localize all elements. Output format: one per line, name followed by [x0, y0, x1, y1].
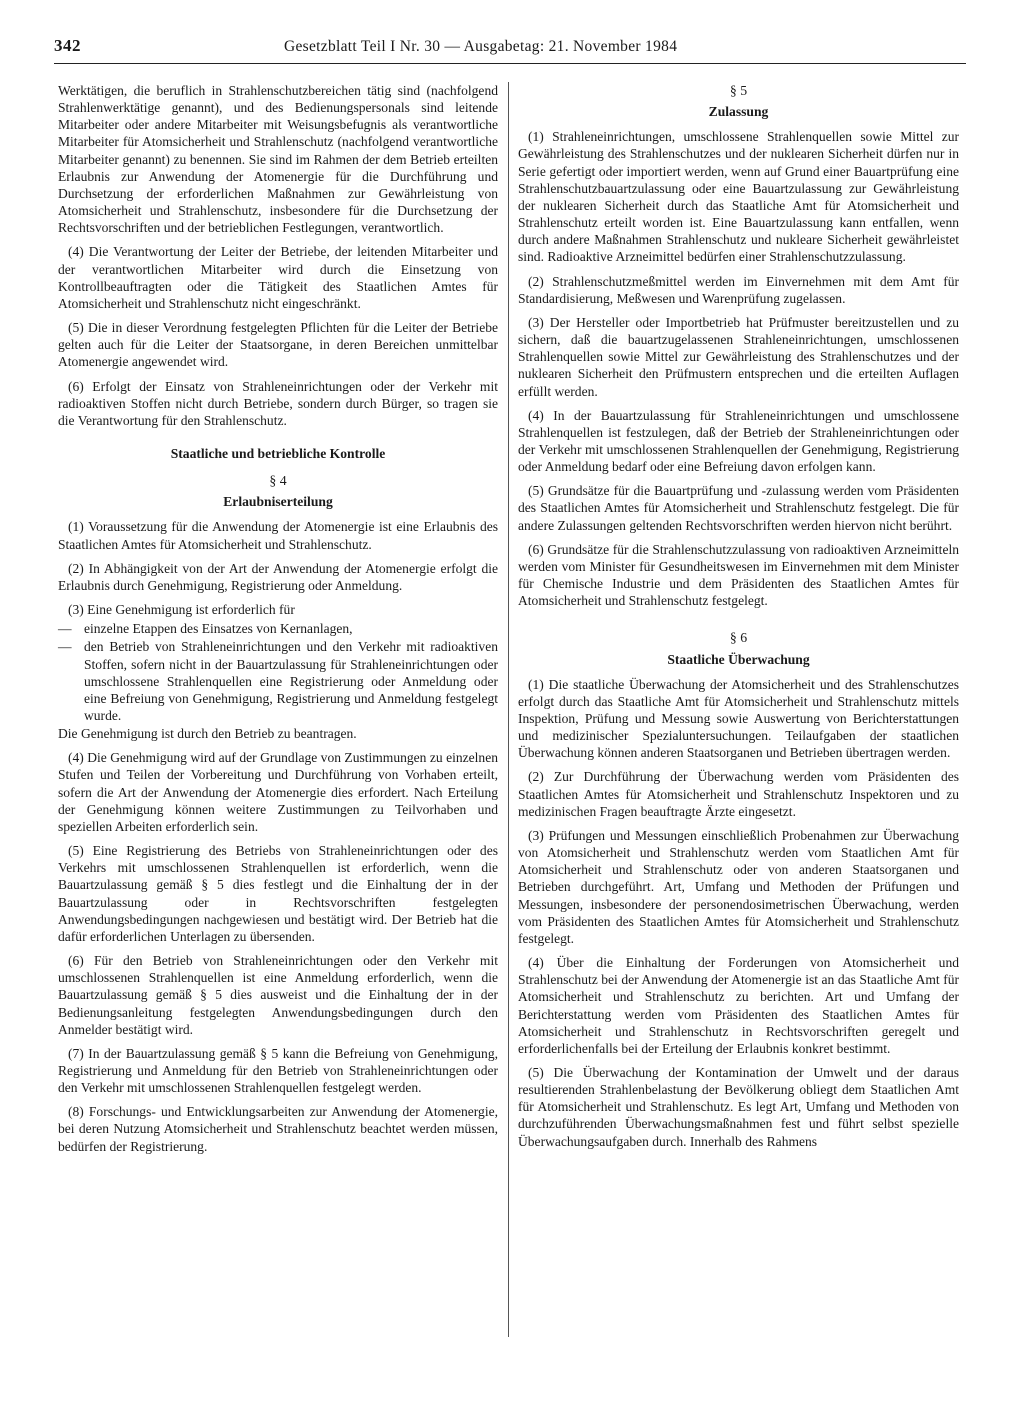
- s4-paragraph-4: (4) Die Genehmigung wird auf der Grundlage von Zustimmungen zu einzelnen Stufen und Teilen der Vorbereitung und Durchführung von Vorhaben erteilt, sofern die Art der Anwendung der Atomenergie dies erfordert. Nach Erteilung der Genehmigung können weitere Zustimmungen zu Teilvorhaben und speziellen Arbeiten erforderlich sein.: [58, 750, 498, 834]
- running-title: Gesetzblatt Teil I Nr. 30 — Ausgabetag: 21. November 1984: [284, 38, 678, 55]
- paragraph-4: (4) Die Verantwortung der Leiter der Betriebe, der leitenden Mitarbeiter und der verantwortlichen Mitarbeiter wird durch die Einsetzung von Kontrollbeauftragten oder die Tätigkeit des Staatlichen Amtes für Atomsicherheit und Strahlenschutz nicht eingeschränkt.: [58, 244, 498, 311]
- dash-marker: —: [58, 639, 72, 655]
- s5-paragraph-1: (1) Strahleneinrichtungen, umschlossene Strahlenquellen sowie Mittel zur Gewährleistung des Strahlenschutzes und der nuklearen Sicherheit dürfen nur in Serie gefertigt oder importiert werden, wenn auf Grund einer Bauartprüfung eine Strahlenschutzbauartzulassung oder eine Bauartzulassung zur Gewährleistung der nuklearen Sicherheit durch das Staatliche Amt für Atomsicherheit und Strahlenschutz erteilt worden ist. Eine Bauartzulassung kann entfallen, wenn durch andere Maßnahmen Strahlenschutz und nukleare Sicherheit gewährleistet sind. Radioaktive Arzneimittel bedürfen einer Strahlenschutzzulassung.: [518, 129, 959, 265]
- list-item-text: einzelne Etappen des Einsatzes von Kernanlagen,: [84, 621, 353, 637]
- s4-paragraph-3-tail: Die Genehmigung ist durch den Betrieb zu beantragen.: [58, 726, 357, 742]
- s5-paragraph-3: (3) Der Hersteller oder Importbetrieb hat Prüfmuster bereitzustellen und zu sichern, daß die bauartzugelassenen Strahleneinrichtungen, umschlossenen Strahlenquellen sowie Mittel zur Gewährleistung des Strahlenschutzes und der nuklearen Sicherheit den Prüfmustern entsprechen und die erteilten Auflagen erfüllt werden.: [518, 314, 959, 399]
- s4-paragraph-5: (5) Eine Registrierung des Betriebs von Strahleneinrichtungen oder des Verkehrs mit umschlossenen Strahlenquellen ist erforderlich, wenn die Bauartzulassung gemäß § 5 dies festlegt und die Einhaltung der in der Bauartzulassung oder in Rechtsvorschriften festgelegten Anwendungsbedingungen nachgewiesen und bestätigt wird. Der Betrieb hat die dafür erforderlichen Unterlagen zu übersenden.: [58, 843, 498, 944]
- s6-paragraph-1: (1) Die staatliche Überwachung der Atomsicherheit und des Strahlenschutzes erfolgt durch das Staatliche Amt für Atomsicherheit und Strahlenschutz mittels Inspektion, Prüfung und Messung sowie Auswertung von Berichterstattungen und medizinischer Spezialuntersuchungen. Teilaufgaben der staatlichen Überwachung können anderen Staatsorganen und Betrieben übertragen werden.: [518, 676, 959, 761]
- s4-paragraph-6: (6) Für den Betrieb von Strahleneinrichtungen oder den Verkehr mit umschlossenen Strahlenquellen ist eine Anmeldung erforderlich, wenn die Bauartzulassung gemäß § 5 dies ausweist und die Einhaltung der in der Bedienungsanleitung festgelegten Anwendungsbedingungen durch den Anmelder bestätigt wird.: [58, 953, 498, 1037]
- s4-paragraph-7: (7) In der Bauartzulassung gemäß § 5 kann die Befreiung von Genehmigung, Registrierung und Anmeldung für den Betrieb von Strahleneinrichtungen oder den Verkehr mit umschlossenen Strahlenquellen festgelegt werden.: [58, 1045, 498, 1096]
- right-column: [518, 82, 959, 1157]
- header-rule: [54, 63, 966, 64]
- list-item: [58, 638, 498, 724]
- s4-paragraph-1: (1) Voraussetzung für die Anwendung der Atomenergie ist eine Erlaubnis des Staatlichen Amtes für Atomsicherheit und Strahlenschutz.: [58, 519, 498, 552]
- paragraph-5: (5) Die in dieser Verordnung festgelegten Pflichten für die Leiter der Betriebe gelten auch für die Leiter der Staatsorgane, in deren Bereichen unmittelbar Atomenergie angewendet wird.: [58, 320, 498, 370]
- s5-paragraph-4: (4) In der Bauartzulassung für Strahleneinrichtungen und umschlossene Strahlenquellen ist festzulegen, daß der Betrieb der Strahleneinrichtungen oder der Verkehr mit umschlossenen Strahlenquellen der Genehmigung, Registrierung oder Anmeldung bedarf oder eine Befreiung davon erfolgen kann.: [518, 407, 959, 475]
- section-heading: Staatliche und betriebliche Kontrolle: [170, 445, 386, 461]
- list-item: [58, 620, 498, 637]
- s6-paragraph-3: (3) Prüfungen und Messungen einschließlich Probenahmen zur Überwachung von Atomsicherheit und Strahlenschutz werden vom Staatlichen Amt für Atomsicherheit und Strahlenschutz oder von anderen Staatsorganen und Betrieben durchgeführt. Art, Umfang und Methoden der Prüfungen und Messungen, insbesondere der personendosimetrischen Überwachung, werden vom Präsidenten des Staatlichen Amtes für Atomsicherheit und Strahlenschutz festgelegt.: [518, 827, 959, 946]
- column-divider: [508, 82, 509, 1337]
- s5-paragraph-5: (5) Grundsätze für die Bauartprüfung und -zulassung werden vom Präsidenten des Staatlichen Amtes für Atomsicherheit und Strahlenschutz festgelegt. Die für andere Zulassungen geltenden Rechtsvorschriften werden hiervon nicht berührt.: [518, 483, 959, 533]
- page-header: [54, 36, 964, 62]
- s4-paragraph-2: (2) In Abhängigkeit von der Art der Anwendung der Atomenergie erfolgt die Erlaubnis durch Genehmigung, Registrierung oder Anmeldung.: [58, 560, 498, 593]
- section-4-title: Erlaubniserteilung: [223, 494, 333, 510]
- section-4-number: § 4: [269, 473, 287, 489]
- s6-paragraph-2: (2) Zur Durchführung der Überwachung werden vom Präsidenten des Staatlichen Amtes für Atomsicherheit und Strahlenschutz Inspektoren und zu medizinischen Fragen beauftragte Ärzte eingesetzt.: [518, 769, 959, 819]
- section-5-title: Zulassung: [708, 104, 769, 120]
- s6-paragraph-5: (5) Die Überwachung der Kontamination der Umwelt und der daraus resultierenden Strahlenbelastung der Bevölkerung obliegt dem Staatlichen Amt für Atomsicherheit und Strahlenschutz. Es legt Art, Umfang und Methoden von durchzuführenden Überwachungsmaßnahmen fest und führt selbst spezielle Überwachungsaufgaben durch. Innerhalb des Rahmens: [518, 1064, 959, 1149]
- continued-paragraph: Werktätigen, die beruflich in Strahlenschutzbereichen tätig sind (nachfolgend Strahlenwerktätige genannt), und des Bedienungspersonals sind leitende Mitarbeiter oder andere Mitarbeiter mit Weisungsbefugnis als verantwortliche Mitarbeiter für Atomsicherheit und Strahlenschutz (nachfolgend verantwortliche Mitarbeiter genannt) zu benennen. Sie sind im Rahmen der dem Betrieb erteilten Erlaubnis zur Anwendung der Atomenergie für die Durchführung und Durchsetzung der erforderlichen Maßnahmen zur Gewährleistung von Atomsicherheit und Strahlenschutz, insbesondere für die Durchsetzung der Rechtsvorschriften und der betrieblichen Festlegungen, verantwortlich.: [58, 83, 498, 236]
- paragraph-6: (6) Erfolgt der Einsatz von Strahleneinrichtungen oder der Verkehr mit radioaktiven Stoffen nicht durch Betriebe, sondern durch Bürger, so tragen sie die Verantwortung für den Strahlenschutz.: [58, 378, 498, 428]
- section-6-title: Staatliche Überwachung: [667, 651, 810, 667]
- s5-paragraph-6: (6) Grundsätze für die Strahlenschutzzulassung von radioaktiven Arzneimitteln werden vom Minister für Gesundheitswesen im Einvernehmen mit dem Minister für Chemische Industrie und dem Präsidenten des Staatlichen Amtes für Atomsicherheit und Strahlenschutz festgelegt.: [518, 541, 959, 609]
- s4-paragraph-8: (8) Forschungs- und Entwicklungsarbeiten zur Anwendung der Atomenergie, bei deren Nutzung Atomsicherheit und Strahlenschutz beachtet werden müssen, bedürfen der Registrierung.: [58, 1104, 498, 1154]
- section-5-number: § 5: [729, 83, 748, 98]
- s6-paragraph-4: (4) Über die Einhaltung der Forderungen von Atomsicherheit und Strahlenschutz bei der Anwendung der Atomenergie ist an das Staatliche Amt für Atomsicherheit und Strahlenschutz zu berichten. Art und Umfang der Berichterstattung werden vom Präsidenten des Staatlichen Amtes für Atomsicherheit und Strahlenschutz in Rechtsvorschriften geregelt und erforderlichenfalls bei der Erteilung der Erlaubnis konkret bestimmt.: [518, 955, 959, 1056]
- page-number: 342: [54, 36, 81, 55]
- left-column: [58, 82, 498, 1162]
- s5-paragraph-2: (2) Strahlenschutzmeßmittel werden im Einvernehmen mit dem Amt für Standardisierung, Meßwesen und Warenprüfung zugelassen.: [518, 273, 959, 306]
- dash-marker: —: [58, 621, 72, 637]
- s4-paragraph-3: (3) Eine Genehmigung ist erforderlich für: [68, 602, 295, 618]
- list-item-text: den Betrieb von Strahleneinrichtungen und den Verkehr mit radioaktiven Stoffen, sofern nicht in der Bauartzulassung für Strahleneinrichtungen oder umschlossene Strahlenquellen eine Registrierung oder Anmeldung oder eine Befreiung von Genehmigung, Registrierung und Anmeldung festgelegt wurde.: [84, 639, 498, 723]
- section-6-number: § 6: [729, 630, 748, 646]
